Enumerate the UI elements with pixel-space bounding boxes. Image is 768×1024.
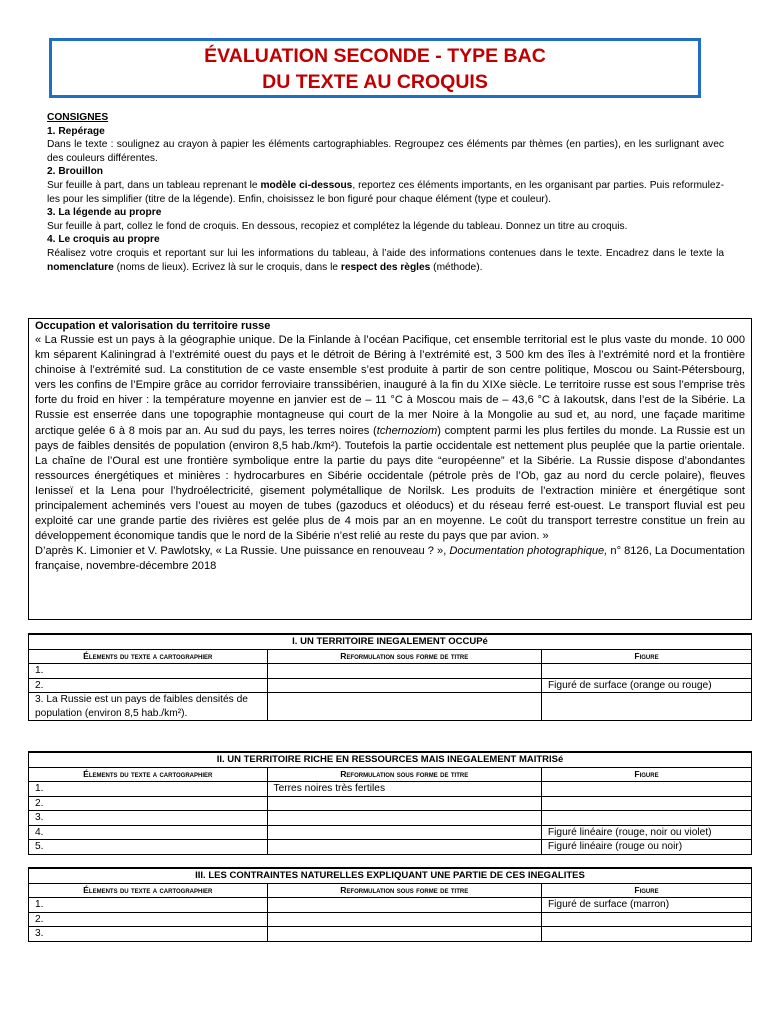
document-source bbox=[35, 544, 745, 574]
page-title-line1: ÉVALUATION SECONDE - TYPE BAC bbox=[204, 45, 546, 67]
table-part-3 bbox=[28, 867, 752, 942]
col-elements-header: Élements du texte a cartographier bbox=[29, 767, 268, 782]
cell-element: 2. bbox=[29, 796, 268, 811]
step4-text-c: (noms de lieux). Ecrivez là sur le croquis, dans le bbox=[113, 261, 341, 273]
table-row bbox=[29, 664, 752, 679]
table1-title: I. UN TERRITOIRE INEGALEMENT OCCUPé bbox=[29, 634, 752, 649]
cell-figure: Figuré de surface (orange ou rouge) bbox=[541, 678, 751, 693]
cell-element: 3. La Russie est un pays de faibles densités de population (environ 8,5 hab./km²). bbox=[29, 693, 268, 721]
step2-text-c: , reportez ces éléments importants, en les organisant par parties. Puis reformulez-les pour les simplifier (titre de la légende). Enfin, choisissez le bon figuré pour chaque élément (type et couleur). bbox=[47, 179, 725, 205]
cell-reformulation bbox=[267, 840, 541, 855]
cell-reformulation bbox=[267, 898, 541, 913]
table3-title: III. LES CONTRAINTES NATURELLES EXPLIQUANT UNE PARTIE DE CES INEGALITES bbox=[29, 868, 752, 883]
document-box bbox=[28, 318, 752, 620]
document-text-b: ) comptent parmi les plus fertiles du monde. La Russie est un pays de faibles densités de population (environ 8,5 hab./km²). Toutefois la partie occidentale est nettement plus peuplée que la partie orientale. La chaîne de l’Oural est une frontière symbolique entre la partie du pays dite “européenne” et la Sibérie. La Russie dispose d’abondantes ressources énergétiques et minières : hydrocarbures en Sibérie occidentale (pétrole près de l’Ob, gaz au nord du cercle polaire), fleuves Ienisseï et la Lena pour l’hydroélectricité, gisement polymétallique de Norilsk. Les produits de l’extraction minière et énergétique sont principalement acheminés vers l’ouest au moyen de tubes (gazoducs et oléoducs) et du réseau ferré est-ouest. Le transport fluvial est peu exploité car une grande partie des rivières est gelée plus de 4 mois par an en moyenne. Le coût du transport terrestre constitue un frein au développement économique tandis que le nord de la Sibérie n’est relié au reste du pays que par avion. » bbox=[35, 424, 745, 543]
table-row bbox=[29, 796, 752, 811]
step4-text-e: (méthode). bbox=[430, 261, 483, 273]
step4-text-a: Réalisez votre croquis et reportant sur lui les informations du tableau, à l’aide des informations contenues dans le texte. Encadrez dans le texte la bbox=[47, 247, 724, 259]
document-source-italic: Documentation photographique, bbox=[449, 545, 608, 558]
step4-text-bold1: nomenclature bbox=[47, 261, 114, 273]
title-box bbox=[49, 38, 701, 98]
cell-reformulation bbox=[267, 927, 541, 942]
cell-reformulation bbox=[267, 811, 541, 826]
table-part-1 bbox=[28, 633, 752, 721]
step2-text-bold: modèle ci-dessous bbox=[260, 179, 353, 191]
step2-text bbox=[47, 179, 724, 206]
cell-figure bbox=[541, 811, 751, 826]
document-source-b: n° 8126, La Documentation française, novembre-décembre 2018 bbox=[35, 545, 745, 573]
cell-figure bbox=[541, 693, 751, 721]
document-heading: Occupation et valorisation du territoire russe bbox=[35, 320, 271, 332]
document-text-a: « La Russie est un pays à la géographie unique. De la Finlande à l’océan Pacifique, cet ensemble territorial est le plus vaste du monde. 10 000 km séparent Kaliningrad à l’extrémité ouest du pays et le détroit de Béring à l’extrémité est, 3 500 km des îles à l’extrémité nord et la frontière chinoise à l’extrémité sud. La constitution de ce vaste ensemble s’est produite à partir de son centre politique, Moscou ou Saint-Pétersbourg, vers les confins de l’Empire grâce au corridor ferroviaire transsibérien, inauguré à la fin du XIXe siècle. Le territoire russe est sous l’emprise très forte du froid en hiver : la température moyenne en janvier est de – 11 °C à Moscou mais de – 43,6 °C à Iakoutsk, dans l’est de la Sibérie. La Russie est enserrée dans une topographie montagneuse qui court de la mer Noire à la Mongolie au sud et, au nord, une façade maritime arctique gelée 6 à 8 mois par an. Au sud du pays, les terres noires ( bbox=[35, 334, 745, 437]
table-part-2 bbox=[28, 751, 752, 855]
document-source-a: D’après K. Limonier et V. Pawlotsky, « La Russie. Une puissance en renouveau ? », bbox=[35, 545, 450, 558]
cell-element: 1. bbox=[29, 782, 268, 797]
table-row bbox=[29, 693, 752, 721]
cell-reformulation bbox=[267, 796, 541, 811]
table-row bbox=[29, 811, 752, 826]
table-row bbox=[29, 825, 752, 840]
cell-figure bbox=[541, 796, 751, 811]
col-reformulation-header: Reformulation sous forme de titre bbox=[267, 767, 541, 782]
cell-reformulation bbox=[267, 664, 541, 679]
cell-element: 5. bbox=[29, 840, 268, 855]
table-row bbox=[29, 912, 752, 927]
cell-element: 1. bbox=[29, 898, 268, 913]
step4-text bbox=[47, 247, 724, 274]
consignes-heading: CONSIGNES bbox=[47, 112, 109, 123]
col-reformulation-header: Reformulation sous forme de titre bbox=[267, 883, 541, 898]
cell-figure: Figuré linéaire (rouge, noir ou violet) bbox=[541, 825, 751, 840]
cell-figure: Figuré de surface (marron) bbox=[541, 898, 751, 913]
col-figure-header: Figure bbox=[541, 767, 751, 782]
table-row bbox=[29, 782, 752, 797]
step2-title: 2. Brouillon bbox=[47, 166, 104, 178]
table2-title: II. UN TERRITOIRE RICHE EN RESSOURCES MAIS INEGALEMENT MAITRISé bbox=[29, 752, 752, 767]
cell-reformulation bbox=[267, 678, 541, 693]
cell-reformulation bbox=[267, 912, 541, 927]
step4-text-bold2: respect des règles bbox=[340, 261, 431, 273]
step2-text-a: Sur feuille à part, dans un tableau reprenant le bbox=[47, 179, 261, 191]
cell-reformulation bbox=[267, 693, 541, 721]
cell-element: 4. bbox=[29, 825, 268, 840]
col-figure-header: Figure bbox=[541, 883, 751, 898]
step3-text: Sur feuille à part, collez le fond de croquis. En dessous, recopiez et complétez la légende du tableau. Donnez un titre au croquis. bbox=[47, 220, 628, 232]
page-title-line2: DU TEXTE AU CROQUIS bbox=[262, 71, 488, 93]
cell-element: 1. bbox=[29, 664, 268, 679]
cell-element: 2. bbox=[29, 678, 268, 693]
table-row bbox=[29, 678, 752, 693]
cell-figure bbox=[541, 912, 751, 927]
cell-reformulation bbox=[267, 825, 541, 840]
table-row bbox=[29, 927, 752, 942]
consignes-section bbox=[47, 111, 724, 274]
col-reformulation-header: Reformulation sous forme de titre bbox=[267, 649, 541, 664]
cell-element: 2. bbox=[29, 912, 268, 927]
table-row bbox=[29, 898, 752, 913]
table-row bbox=[29, 840, 752, 855]
col-elements-header: Élements du texte a cartographier bbox=[29, 649, 268, 664]
col-elements-header: Élements du texte a cartographier bbox=[29, 883, 268, 898]
cell-reformulation: Terres noires très fertiles bbox=[267, 782, 541, 797]
cell-figure bbox=[541, 664, 751, 679]
col-figure-header: Figure bbox=[541, 649, 751, 664]
step3-title: 3. La légende au propre bbox=[47, 207, 162, 219]
cell-figure bbox=[541, 927, 751, 942]
document-text bbox=[35, 333, 745, 544]
cell-figure bbox=[541, 782, 751, 797]
step1-title: 1. Repérage bbox=[47, 125, 105, 137]
document-text-italic: tchernoziom bbox=[376, 424, 438, 437]
step4-title: 4. Le croquis au propre bbox=[47, 234, 160, 246]
cell-element: 3. bbox=[29, 811, 268, 826]
cell-figure: Figuré linéaire (rouge ou noir) bbox=[541, 840, 751, 855]
cell-element: 3. bbox=[29, 927, 268, 942]
step1-text: Dans le texte : soulignez au crayon à papier les éléments cartographiables. Regroupez ces éléments par thèmes (en parties), en les surlignant avec des couleurs différentes. bbox=[47, 139, 724, 164]
